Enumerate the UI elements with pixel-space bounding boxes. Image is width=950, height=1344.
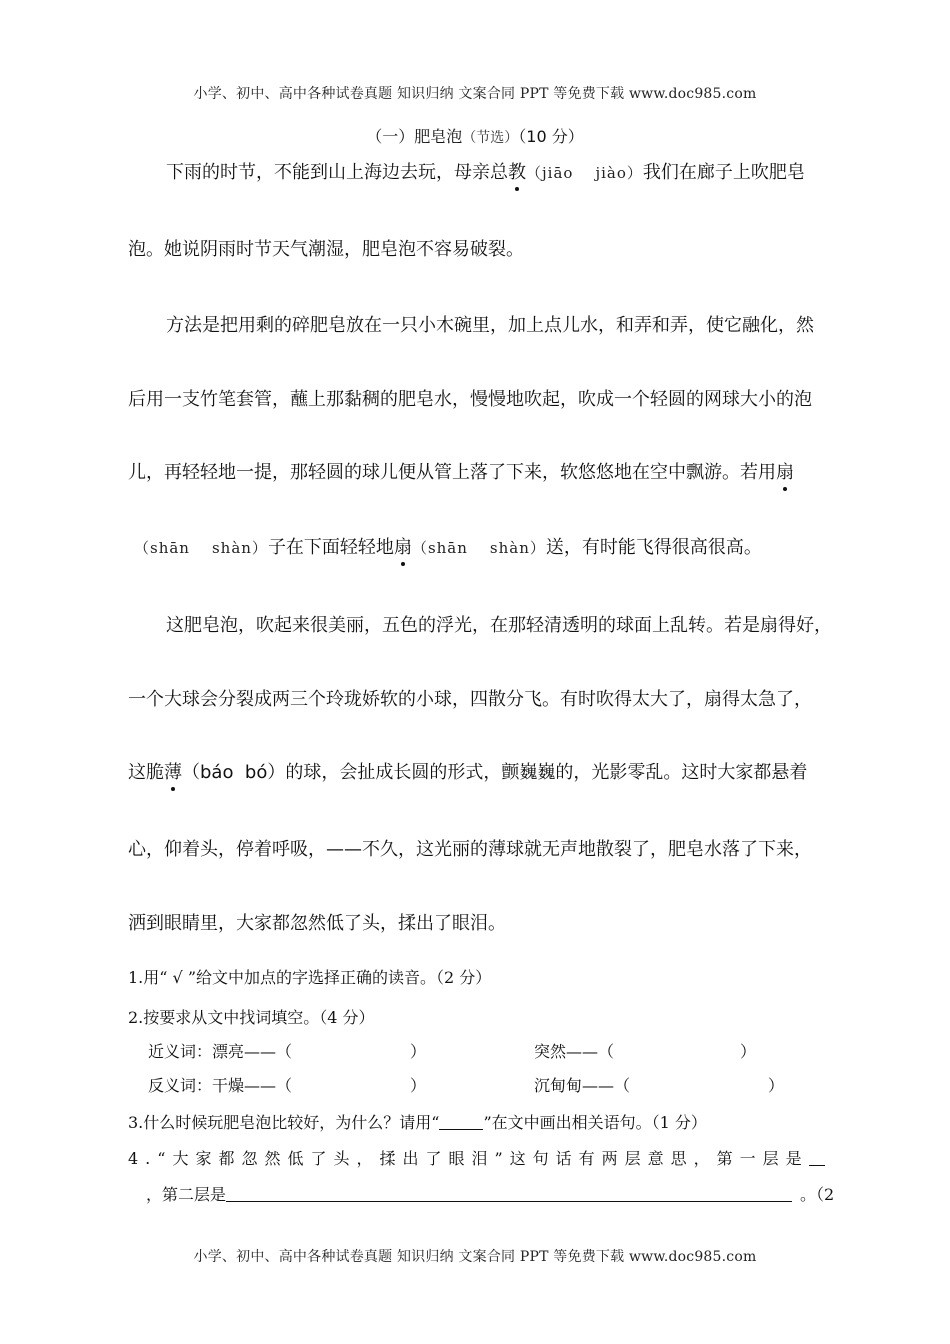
passage-text: 的球，会扯成长圆的形式，颤巍巍的，光影零乱。这时大家都悬着 xyxy=(285,762,808,783)
title-main: （一）肥皂泡 xyxy=(366,127,463,146)
pinyin-option: （báo bó） xyxy=(182,762,286,783)
question-4-text: 。（2 xyxy=(800,1185,835,1204)
passage-text: 儿，再轻轻地一提，那轻圆的球儿便从管上落了下来，软悠悠地在空中飘游。若用 xyxy=(128,462,776,483)
synonym-prompt-1: 近义词：漂亮——（ xyxy=(148,1042,293,1061)
passage-line-2: 泡。她说阴雨时节天气潮湿，肥皂泡不容易破裂。 xyxy=(128,239,524,260)
title-score: （10 分） xyxy=(518,127,584,146)
question-3 xyxy=(128,1111,868,1135)
pinyin-option: jiào） xyxy=(595,164,643,182)
passage-line-7: 这肥皂泡，吹起来很美丽，五色的浮光，在那轻清透明的球面上乱转。若是扇得好， xyxy=(166,615,832,636)
passage-line-9 xyxy=(128,760,863,786)
antonym-prompt-1: 反义词：干燥——（ xyxy=(148,1076,293,1095)
title-note: （节选） xyxy=(462,130,519,146)
passage-line-3: 方法是把用剩的碎肥皂放在一只小木碗里，加上点儿水，和弄和弄，使它融化，然 xyxy=(166,315,814,336)
dotted-char: 扇 xyxy=(393,537,412,558)
dotted-char: 教 xyxy=(508,162,526,183)
passage-line-8: 一个大球会分裂成两三个玲珑娇软的小球，四散分飞。有时吹得太大了，扇得太急了， xyxy=(128,689,812,710)
question-2-antonyms xyxy=(148,1074,888,1098)
pinyin-option: shàn） xyxy=(211,539,268,557)
passage-title xyxy=(0,124,950,147)
question-3-text: ”在文中画出相关语句。（1 分） xyxy=(483,1113,707,1132)
pinyin-option: shàn） xyxy=(489,539,546,557)
answer-blank[interactable] xyxy=(809,1149,825,1166)
question-3-text: 3.什么时候玩肥皂泡比较好，为什么？请用“ xyxy=(128,1113,440,1132)
question-4-text: 4.“大家都忽然低了头，揉出了眼泪”这句话有两层意思，第一层是 xyxy=(128,1149,809,1168)
question-4 xyxy=(128,1147,868,1171)
passage-line-10: 心，仰着头，停着呼吸，——不久，这光丽的薄球就无声地散裂了，肥皂水落了下来， xyxy=(128,839,812,860)
bracket-close: ） xyxy=(768,1076,785,1095)
page-footer: 小学、初中、高中各种试卷真题 知识归纳 文案合同 PPT 等免费下载 www.doc985.com xyxy=(193,1249,757,1265)
passage-line-6 xyxy=(134,535,869,561)
passage-text: 这脆 xyxy=(128,762,164,783)
passage-line-4: 后用一支竹笔套管，蘸上那黏稠的肥皂水，慢慢地吹起，吹成一个轻圆的网球大小的泡 xyxy=(128,389,812,410)
question-4-continued xyxy=(146,1183,886,1207)
passage-line-11: 洒到眼睛里，大家都忽然低了头，揉出了眼泪。 xyxy=(128,913,506,934)
bracket-close: ） xyxy=(410,1076,427,1095)
bracket-close: ） xyxy=(410,1042,427,1061)
question-1: 1.用“ √ ”给文中加点的字选择正确的读音。（2 分） xyxy=(128,968,492,987)
question-4-text: ，第二层是 xyxy=(146,1185,227,1204)
question-2: 2.按要求从文中找词填空。（4 分） xyxy=(128,1008,375,1027)
antonym-prompt-2: 沉甸甸——（ xyxy=(534,1076,631,1095)
underline-sample xyxy=(439,1113,483,1130)
passage-line-1 xyxy=(128,160,901,186)
passage-text: 我们在廊子上吹肥皂 xyxy=(642,162,805,183)
dotted-char: 扇 xyxy=(776,462,794,483)
passage-line-5 xyxy=(128,460,863,486)
synonym-prompt-2: 突然——（ xyxy=(534,1042,615,1061)
dotted-char: 薄 xyxy=(164,762,182,783)
passage-text: 下雨的时节，不能到山上海边去玩，母亲总 xyxy=(166,162,508,183)
answer-blank[interactable] xyxy=(226,1185,792,1202)
pinyin-option: （shān xyxy=(134,539,190,557)
passage-text: 子在下面轻轻地 xyxy=(267,537,394,558)
page-header: 小学、初中、高中各种试卷真题 知识归纳 文案合同 PPT 等免费下载 www.doc985.com xyxy=(193,86,757,102)
bracket-close: ） xyxy=(740,1042,757,1061)
pinyin-option: （shān xyxy=(411,539,468,557)
passage-text: 送，有时能飞得很高很高。 xyxy=(545,537,762,558)
pinyin-option: （jiāo xyxy=(526,164,574,182)
question-2-synonyms xyxy=(148,1040,888,1064)
